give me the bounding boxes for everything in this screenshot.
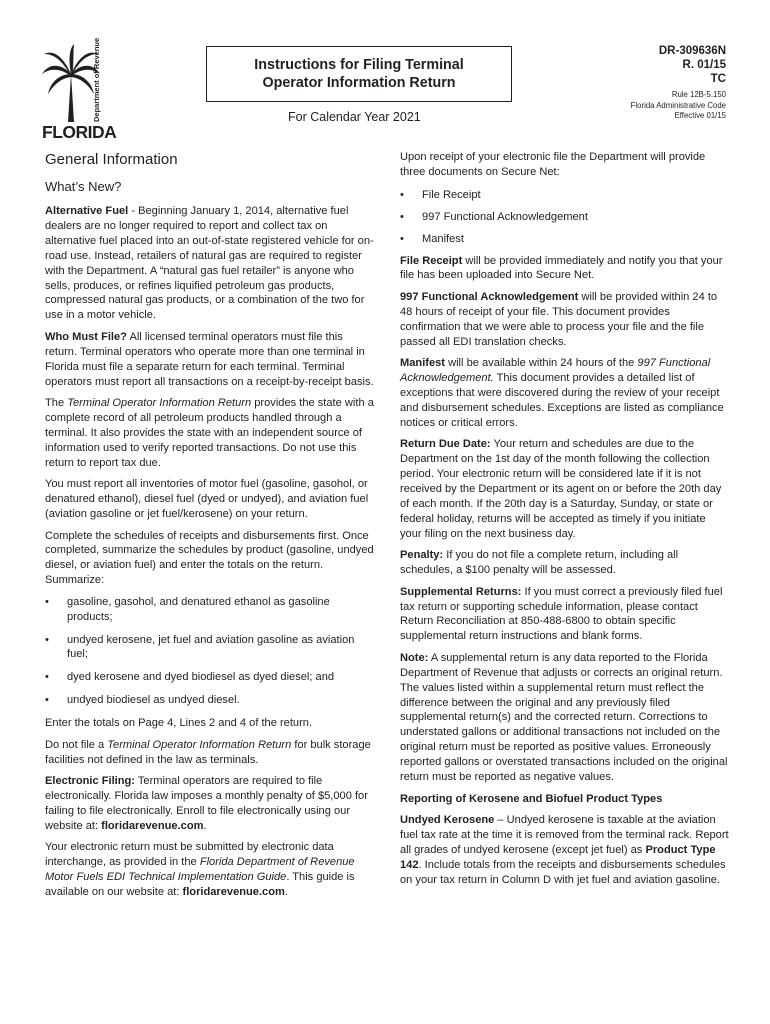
document-bullet: • 997 Functional Acknowledgement [400,210,730,225]
provides-paragraph: The Terminal Operator Information Return provides the state with a complete record of all petroleum products handled through a terminal. It also provides the state with an independent source of information used to verify reported transactions. Do not use this return to report tax due. [45,397,374,469]
complete-schedules-paragraph: Complete the schedules of receipts and disbursements first. Once completed, summarize the schedules by product (gasoline, undyed diesel, or aviation fuel) and enter the totals on the return. Summarize: [45,529,374,587]
summary-bullet: • gasoline, gasohol, and denatured ethanol as gasoline products; [45,595,375,625]
logo-florida-text: FLORIDA [42,122,117,142]
summary-bullet: • undyed kerosene, jet fuel and aviation gasoline as aviation fuel; [45,633,375,663]
document-bullet: • Manifest [400,232,730,247]
bulk-storage-paragraph: Do not file a Terminal Operator Information Return for bulk storage facilities not defined in the law as terminals. [45,738,371,766]
effective-date: Effective 01/15 [674,111,726,120]
due-date-paragraph: Return Due Date: Your return and schedules are due to the Department on the 1st day of the month following the collection period. Your electronic return will be considered late if it is not received by the Department or its agent on or before the 20th day of each month. If the 20th day is a Saturday, Sunday, or state or federal holiday, returns will be accepted as timely if you initiate your filing on the next business day. [400,438,722,540]
form-id-block [631,44,726,122]
totals-paragraph: Enter the totals on Page 4, Lines 2 and 4 of the return. [45,717,313,730]
reporting-heading: Reporting of Kerosene and Biofuel Product Types [400,792,663,805]
undyed-kerosene-paragraph: Undyed Kerosene – Undyed kerosene is taxable at the aviation fuel tax rate at the time it is removed from the terminal rack. Report all grades of undyed kerosene (except jet fuel) as Product Type 142. Include totals from the receipts and disbursements schedules on your tax return in Column D with jet fuel and aviation gasoline. [400,814,729,886]
who-must-file-paragraph: Who Must File? All licensed terminal operators must file this return. Terminal operators who operate more than one terminal in Florida must file a separate return for each terminal. Terminal operators must report all transactions on a receipt-by-receipt basis. [45,330,374,388]
upon-receipt-paragraph: Upon receipt of your electronic file the Department will provide three documents on Secure Net: [400,151,706,178]
left-column [45,150,375,907]
supplemental-paragraph: Supplemental Returns: If you must correct a previously filed fuel tax return or supporting schedule information, please contact Return Reconciliation at 850-488-6800 to obtain specific supplemental return instructions and blank forms. [400,585,723,643]
form-tc: TC [710,73,726,85]
edi-paragraph: Your electronic return must be submitted by electronic data interchange, as provided in the Florida Department of Revenue Motor Fuels EDI Technical Implementation Guide. This guide is available on our website at: floridarevenue.com. [45,841,355,898]
palm-tree-icon [40,37,101,124]
electronic-filing-paragraph: Electronic Filing: Terminal operators are required to file electronically. Florida law imposes a monthly penalty of $5,000 for failing to file electronically. Enroll to file electronically using our website at: floridarevenue.com. [45,775,368,832]
penalty-paragraph: Penalty: If you do not file a complete return, including all schedules, a $100 penalty will be assessed. [400,549,679,577]
website-link[interactable]: floridarevenue.com [182,886,285,898]
florida-dor-logo [40,37,117,144]
general-information-heading: General Information [45,151,178,168]
admin-code: Florida Administrative Code [630,100,726,110]
title-box [206,46,512,102]
title-line-1: Instructions for Filing Terminal [254,57,464,73]
right-column [400,150,730,894]
summary-bullet: • undyed biodiesel as undyed diesel. [45,693,375,708]
functional-ack-paragraph: 997 Functional Acknowledgement will be provided within 24 to 48 hours of receipt of your file. This document provides confirmation that we were able to process your file and the file passed all EDI translation checks. [400,290,718,348]
form-id: DR-309636N [658,45,726,57]
summary-bullet: • dyed kerosene and dyed biodiesel as dyed diesel; and [45,670,375,685]
inventories-paragraph: You must report all inventories of motor fuel (gasoline, gasohol, or denatured ethanol), diesel fuel (dyed or undyed), and aviation fuel (aviation gasoline or jet fuel/kerosene) on your return. [45,478,369,520]
whats-new-heading: What’s New? [45,179,122,194]
document-bullet: • File Receipt [400,188,730,203]
form-revision: R. 01/15 [682,59,726,71]
alt-fuel-paragraph: Alternative Fuel - Beginning January 1, 2014, alternative fuel dealers are no longer required to report and collect tax on alternative fuel placed into an out-of-state registered vehicle for on-road use. Instead, retailers of natural gas are required to register with the Department. A “natural gas fuel retailer” is anyone who sells, produces, or refines liquified petroleum gas products, compressed natural gas products, or a combination of the two for use in a motor vehicle. [45,205,374,322]
manifest-paragraph: Manifest will be available within 24 hours of the 997 Functional Acknowledgement. This document provides a detailed list of exceptions that were discovered during the review of your receipt and disbursement schedules. Exceptions are listed as compliance notices or critical errors. [400,357,724,429]
logo-dept-text: Department of Revenue [92,37,101,122]
file-receipt-paragraph: File Receipt will be provided immediately and notify you that your file has been uploaded into Secure Net. [400,254,723,282]
rule-number: Rule 12B-5.150 [671,90,726,99]
note-paragraph: Note: A supplemental return is any data reported to the Florida Department of Revenue that adjusts or corrects an original return. The values listed within a supplemental return must reflect the difference between the original and any previously filed supplemental return(s) and the corrected return. Corrections to understated gallons or additional transactions not included on the original return must be reported as positive values. Erroneously reported gallons or overstated transactions included on the original return must be reported as negative values. [400,651,728,784]
calendar-year: For Calendar Year 2021 [288,110,421,124]
title-line-2: Operator Information Return [262,75,456,91]
website-link[interactable]: floridarevenue.com [101,819,204,832]
